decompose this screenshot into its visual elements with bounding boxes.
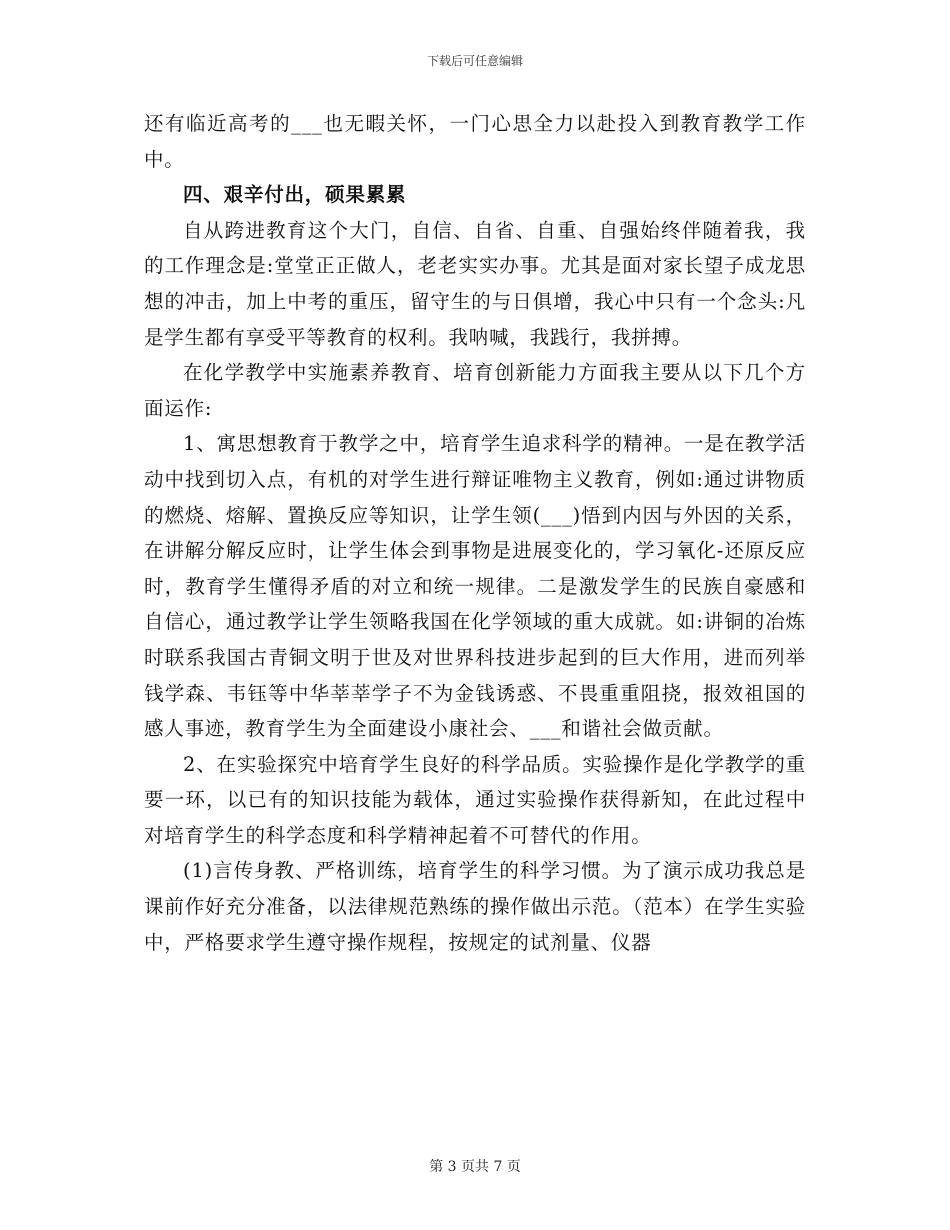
paragraph: 2、在实验探究中培育学生良好的科学品质。实验操作是化学教学的重要一环，以已有的知识技能为载体，通过实验操作获得新知，在此过程中对培育学生的科学态度和科学精神起着不可替代的作用。	[144, 752, 806, 847]
page-header-note: 下载后可任意编辑	[426, 54, 523, 68]
paragraph: 在化学教学中实施素养教育、培育创新能力方面我主要从以下几个方面运作:	[144, 361, 806, 420]
paragraph: 自从跨进教育这个大门，自信、自省、自重、自强始终伴随着我，我的工作理念是:堂堂正正做人，老老实实办事。尤其是面对家长望子成龙思想的冲击，加上中考的重压，留守生的与日俱增，我心中只有一个念头:凡是学生都有享受平等教育的权利。我呐喊，我践行，我拼搏。	[144, 218, 806, 349]
paragraph: (1)言传身教、严格训练，培育学生的科学习惯。为了演示成功我总是课前作好充分准备，以法律规范熟练的操作做出示范。（范本）在学生实验中，严格要求学生遵守操作规程，按规定的试剂量、仪器	[144, 859, 806, 954]
document-body	[144, 106, 806, 960]
paragraph: 1、寓思想教育于教学之中，培育学生追求科学的精神。一是在教学活动中找到切入点，有机的对学生进行辩证唯物主义教育，例如:通过讲物质的燃烧、熔解、置换反应等知识，让学生领(___)悟到内因与外因的关系，在讲解分解反应时，让学生体会到事物是进展变化的，学习氧化-还原反应时，教育学生懂得矛盾的对立和统一规律。二是激发学生的民族自豪感和自信心，通过教学让学生领略我国在化学领域的重大成就。如:讲铜的冶炼时联系我国古青铜文明于世及对世界科技进步起到的巨大作用，进而列举钱学森、韦钰等中华莘莘学子不为金钱诱惑、不畏重重阻挠，报效祖国的感人事迹，教育学生为全面建设小康社会、___和谐社会做贡献。	[144, 432, 806, 741]
section-heading: 四、艰辛付出，硕果累累	[183, 183, 407, 207]
paragraph-continued: 还有临近高考的___也无暇关怀，一门心思全力以赴投入到教育教学工作中。	[144, 112, 806, 171]
page-number: 第 3 页共 7 页	[429, 1159, 521, 1175]
